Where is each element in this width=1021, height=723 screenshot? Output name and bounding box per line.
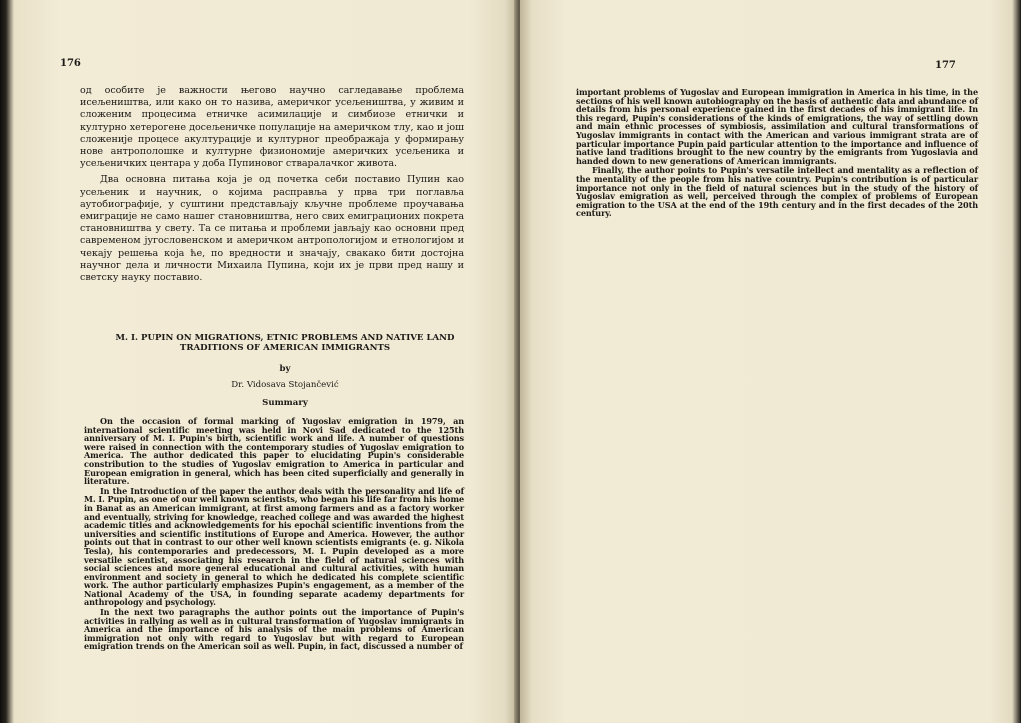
summary-heading: Summary xyxy=(262,398,308,408)
summary-continuation-paragraph: important problems of Yugoslav and European immigration in America in his time, in the sections of his well known autobiography on the basis of authentic data and abundance of details from his personal experience gained in the first decades of his immigrant life. In this regard, Pupin's considerations of the kinds of emigrations, the way of settling down and main ethnic processes of symbiosis, assimilation and cultural transformations of Yugoslav immigrants in contact with the American and various immigrant strata are of particular importance Pupin paid particular attention to the importance and influence of native land traditions brought to the new country by the emigrants from Yugoslavia and handed down to new generations of American immigrants. xyxy=(576,87,978,166)
article-title: M. I. PUPIN ON MIGRATIONS, ETNIC PROBLEMS AND NATIVE LAND TRADITIONS OF AMERICAN IMMIGRANTS xyxy=(115,333,455,353)
cyrillic-paragraph: од особите је важности његово научно сагледавање проблема исељеништва, или како он то назива, америчког усељеништва, у живим и сложеним процесима етничке асимилације и симбиозе етнички и културно хетерогене досељеничке популације на америчком тлу, као и још сложеније процесе акултурације и културног преображаја у формирању нове антрополошке и културне физиономије америчких усељеника и усељеничких центара у доба Пупиновог стваралачког живота. xyxy=(80,85,464,170)
summary-paragraph: Finally, the author points to Pupin's versatile intellect and mentality as a reflection of the mentality of the people from his native country. Pupin's contribution is of particular importance not only in the field of natural sciences but in the study of the history of Yugoslav emigration as well, perceived through the complex of problems of European emigration to the USA at the end of the 19th century and in the first decades of the 20th century. xyxy=(576,165,978,219)
summary-paragraph: On the occasion of formal marking of Yugoslav emigration in 1979, an international scientific meeting was held in Novi Sad dedicated to the 125th anniversary of M. I. Pupin's birth, scientific work and life. A number of questions were raised in connection with the contemporary studies of Yugoslav emigration to America. The author dedicated this paper to elucidating Pupin's considerable constribution to the studies of Yugoslav emigration to America in particular and European emigration in general, which has been cited superficially and generally in literature. xyxy=(84,416,464,487)
cyrillic-paragraph: Два основна питања која је од почетка себи поставио Пупин као усељеник и научник, о којима расправља у прва три поглавља аутобиографије, у суштини представљају кључне проблеме проучавања емиграције не само нашег становништва, него свих емиграционих покрета становништва у свету. Та се питања и проблеми јављају као основни пред савременом југословенском и америчком антропологијом и етнологијом и чекају решења која ће, по вредности и значају, свакако бити достојна научног дела и личности Михаила Пупина, који их је први пред нашу и светску науку поставио. xyxy=(80,174,464,284)
page-number-left: 176 xyxy=(60,58,81,69)
summary-paragraph: In the next two paragraphs the author points out the importance of Pupin's activities in rallying as well as in cultural transformation of Yugoslav immigrants in America and the importance of his analysis of the main problems of American immigration not only with regard to Yugoslav but with regard to European emigration trends on the American soil as well. Pupin, in fact, discussed a number of xyxy=(84,607,464,652)
byline-by: by xyxy=(279,364,291,374)
summary-column xyxy=(84,417,464,651)
cyrillic-text-column xyxy=(80,85,464,284)
page-number-right: 177 xyxy=(935,60,956,71)
summary-paragraph: In the Introduction of the paper the author deals with the personality and life of M. I. Pupin, as one of our well known scientists, who began his life far from his home in Banat as an American immigrant, at first among farmers and as a factory worker and eventually, striving for knowledge, reached college and was awarded the highest academic titles and acknowledgements for his epochal scientific inventions from the universities and scientific institutions of Europe and America. However, the author points out that in contrast to our other well known scientists emigrants (e. g. Nikola Tesla), his contemporaries and predecessors, M. I. Pupin developed as a more versatile scientist, associating his research in the field of natural sciences with social sciences and more general educational and cultural activities, with human environment and society in general to which he dedicated his complete scientific work. The author particularly emphasizes Pupin's engagement, as a member of the National Academy of the USA, in founding separate academy departments for anthropology and psychology. xyxy=(84,485,464,608)
right-text-column xyxy=(576,88,978,218)
author-name: Dr. Vidosava Stojančević xyxy=(231,380,339,390)
